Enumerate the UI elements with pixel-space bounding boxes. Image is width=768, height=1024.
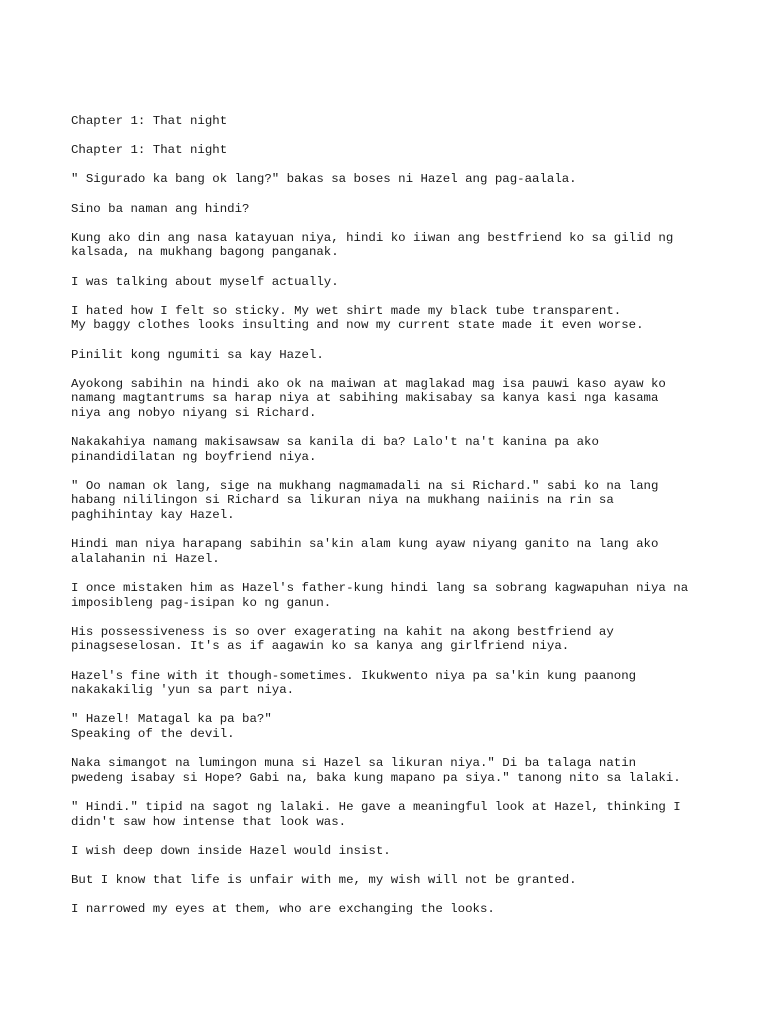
paragraph: Sino ba naman ang hindi? xyxy=(71,201,250,216)
chapter-heading: Chapter 1: That night xyxy=(71,114,228,128)
paragraph: Naka simangot na lumingon muna si Hazel sa likuran niya." Di ba talaga natin pwedeng isabay si Hope? Gabi na, baka kung mapano pa siya." tanong nito sa lalaki. xyxy=(71,756,681,785)
paragraph: Nakakahiya namang makisawsaw sa kanila di ba? Lalo't na't kanina pa ako pinandidilatan ng boyfriend niya. xyxy=(71,435,599,464)
paragraph: Hindi man niya harapang sabihin sa'kin alam kung ayaw niyang ganito na lang ako alalahanin ni Hazel. xyxy=(71,537,659,566)
paragraph: Kung ako din ang nasa katayuan niya, hindi ko iiwan ang bestfriend ko sa gilid ng kalsada, na mukhang bagong panganak. xyxy=(71,230,674,260)
paragraph: But I know that life is unfair with me, my wish will not be granted. xyxy=(71,872,577,887)
paragraph: His possessiveness is so over exagerating na kahit na akong bestfriend ay pinagseselosan. It's as if aagawin ko sa kanya ang girlfriend niya. xyxy=(71,624,614,654)
paragraph: Pinilit kong ngumiti sa kay Hazel. xyxy=(71,347,324,362)
paragraph: I was talking about myself actually. xyxy=(71,274,339,289)
document-body xyxy=(71,114,731,931)
paragraph: I narrowed my eyes at them, who are exchanging the looks. xyxy=(71,902,495,917)
paragraph: I wish deep down inside Hazel would insist. xyxy=(71,843,391,858)
paragraph: " Hazel! Matagal ka pa ba?" Speaking of the devil. xyxy=(71,712,272,741)
paragraph: I once mistaken him as Hazel's father-kung hindi lang sa sobrang kagwapuhan niya na imposibleng pag-isipan ko ng ganun. xyxy=(71,581,689,610)
paragraph: Ayokong sabihin na hindi ako ok na maiwan at maglakad mag isa pauwi kaso ayaw ko namang magtantrums sa harap niya at sabihing makisabay sa kanya kasi nga kasama niya ang nobyo niyang si Richard. xyxy=(71,376,666,420)
paragraph: " Oo naman ok lang, sige na mukhang nagmamadali na si Richard." sabi ko na lang habang nililingon si Richard sa likuran niya na mukhang naiinis na rin sa paghihintay kay Hazel. xyxy=(71,478,659,523)
chapter-heading-repeat: Chapter 1: That night xyxy=(71,143,228,158)
paragraph: I hated how I felt so sticky. My wet shirt made my black tube transparent. My baggy clothes looks insulting and now my current state made it even worse. xyxy=(71,303,644,333)
paragraph: " Sigurado ka bang ok lang?" bakas sa boses ni Hazel ang pag-aalala. xyxy=(71,172,577,187)
paragraph: " Hindi." tipid na sagot ng lalaki. He gave a meaningful look at Hazel, thinking I didn't saw how intense that look was. xyxy=(71,799,681,829)
paragraph: Hazel's fine with it though-sometimes. Ikukwento niya pa sa'kin kung paanong nakakakilig 'yun sa part niya. xyxy=(71,668,637,698)
